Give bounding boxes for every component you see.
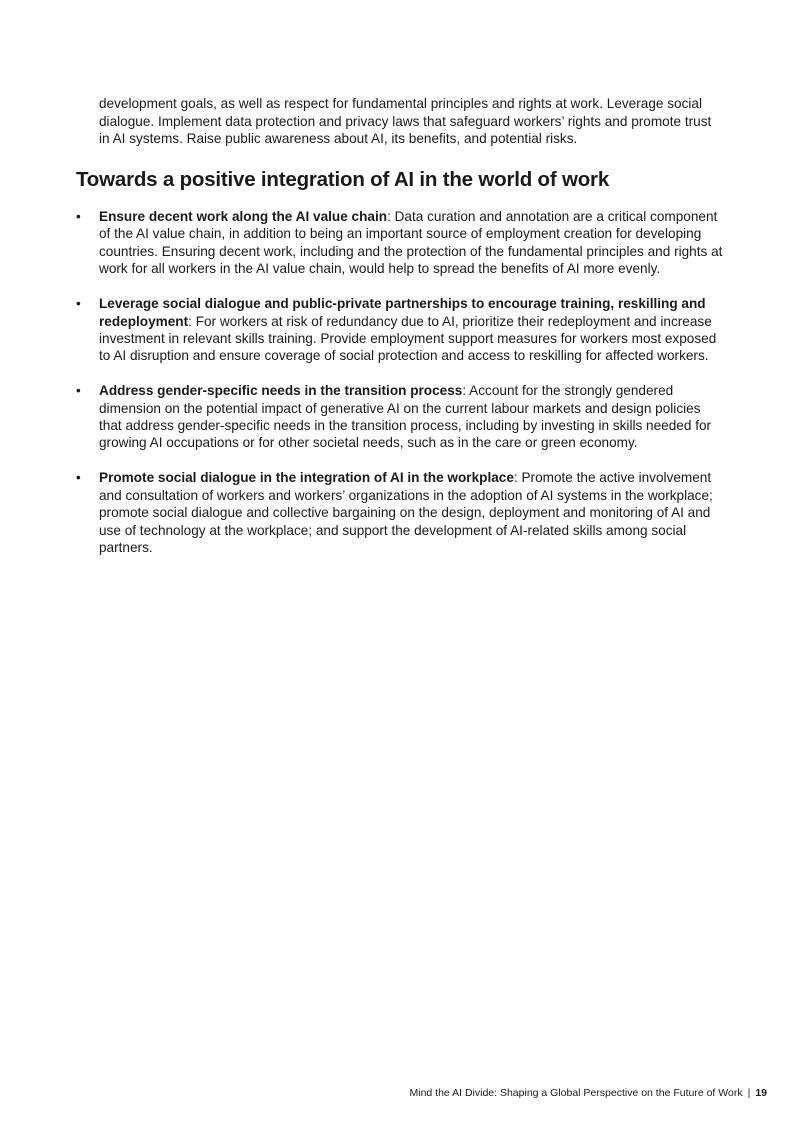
page-footer: [410, 1086, 768, 1100]
list-item-title: Promote social dialogue in the integration of AI in the workplace: [99, 470, 514, 486]
list-item: [76, 469, 726, 556]
list-item-text: : Account for the strongly gendered dimension on the potential impact of generative AI on the current labour markets and design policies that address gender-specific needs in the transition process, including by investing in skills needed for growing AI occupations or for other societal needs, such as in the care or green economy.: [99, 383, 712, 451]
section-heading: Towards a positive integration of AI in the world of work: [76, 168, 610, 191]
intro-paragraph: development goals, as well as respect for fundamental principles and rights at work. Leverage social dialogue. Implement data protection and privacy laws that safeguard workers’ rights and promote trust in AI systems. Raise public awareness about AI, its benefits, and potential risks.: [99, 96, 712, 146]
bullet-icon: •: [76, 209, 81, 224]
page-number: 19: [755, 1087, 767, 1099]
list-item: [76, 382, 726, 452]
list-item: [76, 295, 726, 365]
footer-document-title: Mind the AI Divide: Shaping a Global Perspective on the Future of Work: [409, 1087, 743, 1099]
list-item-title: Ensure decent work along the AI value chain: [99, 209, 388, 224]
list-item-title: Address gender-specific needs in the transition process: [99, 383, 463, 399]
bullet-icon: •: [76, 470, 81, 486]
bullet-icon: •: [76, 383, 81, 399]
bullet-icon: •: [76, 296, 81, 312]
list-item-text: : Promote the active involvement and consultation of workers and workers’ organizations in the adoption of AI systems in the workplace; promote social dialogue and collective bargaining on the design, deployment and monitoring of AI and use of technology at the workplace; and support the development of AI-related skills among social partners.: [99, 470, 713, 555]
recommendation-list: [76, 208, 726, 574]
list-item-text: : For workers at risk of redundancy due to AI, prioritize their redeployment and increase investment in relevant skills training. Provide employment support measures for workers most exposed to AI disruption and ensure coverage of social protection and access to reskilling for affected workers.: [99, 313, 717, 364]
footer-separator: |: [747, 1087, 751, 1099]
list-item: [76, 208, 726, 278]
list-item-text: : Data curation and annotation are a critical component of the AI value chain, in addition to being an important source of employment creation for developing countries. Ensuring decent work, including and the protection of the fundamental principles and rights at work for all workers in the AI value chain, would help to spread the benefits of AI more evenly.: [99, 209, 723, 277]
list-item-title: Leverage social dialogue and public-private partnerships to encourage training, reskilling and redeployment: [99, 296, 706, 329]
